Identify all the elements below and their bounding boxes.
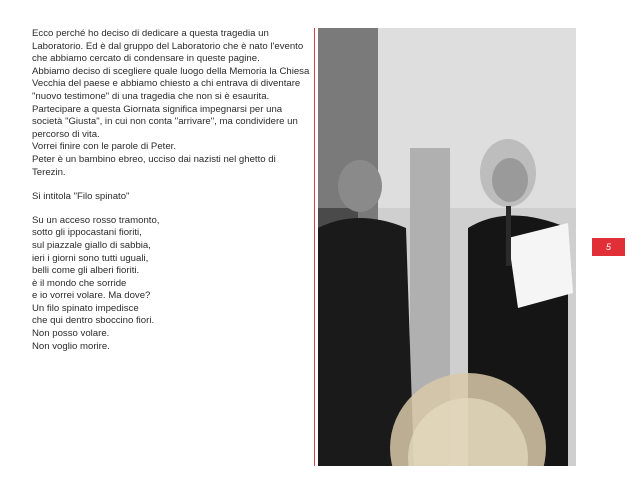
- photo-illustration: [318, 28, 576, 466]
- poem-line: è il mondo che sorride: [32, 277, 127, 289]
- poem-line: e io vorrei volare. Ma dove?: [32, 290, 151, 302]
- red-divider-line: [314, 28, 315, 466]
- poem: [32, 215, 310, 354]
- page-number: 5: [605, 242, 611, 252]
- poem-line: Su un acceso rosso tramonto,: [32, 214, 160, 226]
- paragraph: Vorrei finire con le parole di Peter.: [32, 141, 176, 153]
- poem-intro: Si intitola "Filo spinato": [32, 191, 130, 203]
- poem-line: sotto gli ippocastani fioriti,: [32, 227, 142, 239]
- poem-line: Un filo spinato impedisce: [32, 302, 139, 314]
- paragraph: Peter è un bambino ebreo, ucciso dai nazisti nel ghetto di Terezin.: [32, 153, 276, 178]
- photo: [318, 28, 576, 466]
- poem-line: che qui dentro sboccino fiori.: [32, 315, 155, 327]
- poem-line: sul piazzale giallo di sabbia,: [32, 239, 151, 251]
- poem-line: Non voglio morire.: [32, 340, 110, 352]
- paragraph: Abbiamo deciso di scegliere quale luogo della Memoria la Chiesa Vecchia del paese e abbiamo chiesto a chi entrava di diventare "nuovo testimone" di una tragedia che non si è esaurita.: [32, 65, 310, 102]
- page-number-badge: [592, 238, 625, 256]
- poem-line: belli come gli alberi fioriti.: [32, 265, 140, 277]
- paragraph: Partecipare a questa Giornata significa impegnarsi per una società "Giusta", in cui non conta "arrivare", ma condividere un percorso di vita.: [32, 103, 298, 140]
- article-text: [32, 28, 310, 353]
- poem-line: Non posso volare.: [32, 328, 110, 340]
- poem-line: ieri i giorni sono tutti uguali,: [32, 252, 149, 264]
- paragraph: Ecco perché ho deciso di dedicare a questa tragedia un Laboratorio. Ed è dal gruppo del Laboratorio che è nato l'evento che abbiamo cercato di condensare in queste pagine.: [32, 28, 304, 65]
